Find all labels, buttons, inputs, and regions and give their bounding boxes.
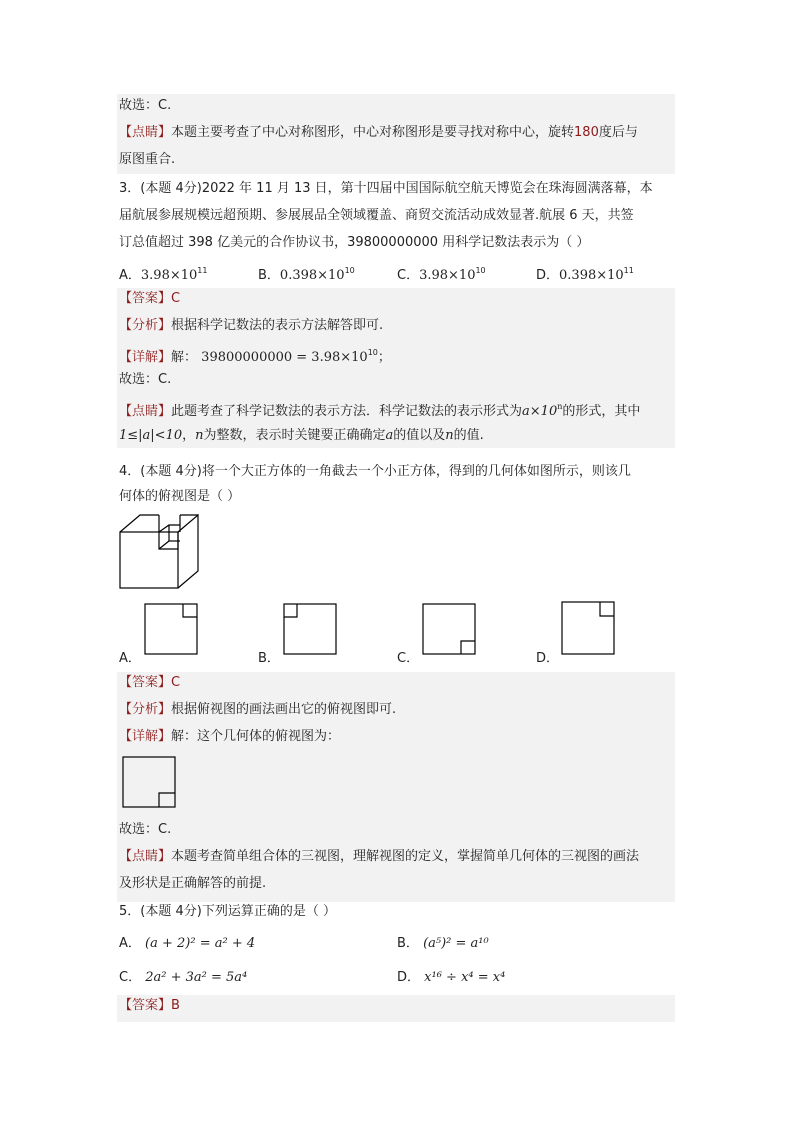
q5-answer-block xyxy=(117,995,675,1022)
q4-stem-line-1: 4．(本题 4分)将一个大正方体的一角截去一个小正方体，得到的几何体如图所示，则该几 xyxy=(119,464,631,479)
q3-detail-line: 【详解】解： $39800000000 = 3.98\times 10^{10}$； xyxy=(119,348,391,365)
q4-option-c-label: C． xyxy=(397,651,420,666)
q2-remark-line-2: 原图重合. xyxy=(119,152,176,167)
remark-number: 180 xyxy=(574,125,599,140)
q3-remark-line-1: 【点睛】此题考查了科学记数法的表示方法．科学记数法的表示形式为$a\times 10^n$的形式，其中 xyxy=(119,402,641,419)
q4-answer-line: 【答案】C xyxy=(119,675,181,690)
q3-option-d: D．$0.398\times 10^{11}$ xyxy=(536,266,634,283)
remark-text: 度后与 xyxy=(598,125,638,140)
q4-option-b-label: B． xyxy=(258,651,280,666)
q4-remark-line-1: 【点睛】本题考查简单组合体的三视图，理解视图的定义，掌握简单几何体的三视图的画法 xyxy=(119,849,640,864)
q3-choice-line: 故选：C. xyxy=(119,372,172,387)
q3-stem-line-1: 3．(本题 4分)2022 年 11 月 13 日，第十四届中国国际航空航天博览会在珠海圆满落幕，本 xyxy=(119,181,653,196)
q4-option-d-diagram xyxy=(560,600,616,656)
q5-option-c: C． 2a² + 3a² = 5a⁴ xyxy=(119,970,248,985)
q2-remark-line xyxy=(119,124,638,142)
q4-option-d-label: D． xyxy=(536,651,560,666)
q3-stem-line-3: 订总值超过 398 亿美元的合作协议书，39800000000 用科学记数法表示为（ ） xyxy=(119,235,590,250)
q5-answer-line: 【答案】B xyxy=(119,998,180,1013)
q4-stem-line-2: 何体的俯视图是（ ） xyxy=(119,489,241,504)
q4-remark-line-2: 及形状是正确解答的前提. xyxy=(119,876,267,891)
q3-stem-line-2: 届航展参展规模远超预期、参展展品全领域覆盖、商贸交流活动成效显著.航展 6 天，共签 xyxy=(119,208,634,223)
q4-option-c-diagram xyxy=(421,602,477,656)
q5-stem-line: 5．(本题 4分)下列运算正确的是（ ） xyxy=(119,904,336,919)
q3-option-b: B．$0.398\times 10^{10}$ xyxy=(258,266,355,283)
q3-option-c: C．$3.98\times 10^{10}$ xyxy=(397,266,486,283)
q4-option-a-diagram xyxy=(143,602,199,656)
q4-solution-diagram xyxy=(121,755,179,811)
q5-option-a: A． (a + 2)² = a² + 4 xyxy=(119,936,256,951)
q4-detail-line: 【详解】解：这个几何体的俯视图为： xyxy=(119,729,341,744)
q4-analysis-line: 【分析】根据俯视图的画法画出它的俯视图即可. xyxy=(119,702,397,717)
remark-tag: 【点睛】 xyxy=(119,125,172,140)
q2-choice-line: 故选：C. xyxy=(119,98,172,113)
q5-option-d: D． x¹⁶ ÷ x⁴ = x⁴ xyxy=(397,970,506,985)
q3-option-a: A．$3.98\times 10^{11}$ xyxy=(119,266,208,283)
q3-answer-block xyxy=(117,288,675,448)
q4-choice-line: 故选：C. xyxy=(119,822,172,837)
q3-remark-line-2: 1≤|a|<10，n为整数，表示时关键要正确确定a的值以及n的值. xyxy=(119,428,484,443)
q5-option-b: B． (a⁵)² = a¹⁰ xyxy=(397,936,489,951)
q3-analysis-line: 【分析】根据科学记数法的表示方法解答即可. xyxy=(119,318,384,333)
q3-answer-line: 【答案】C xyxy=(119,291,181,306)
cube-figure xyxy=(118,512,202,592)
q4-option-b-diagram xyxy=(282,602,338,656)
remark-text: 本题主要考查了中心对称图形，中心对称图形是要寻找对称中心，旋转 xyxy=(171,125,575,140)
q4-option-a-label: A． xyxy=(119,651,141,666)
